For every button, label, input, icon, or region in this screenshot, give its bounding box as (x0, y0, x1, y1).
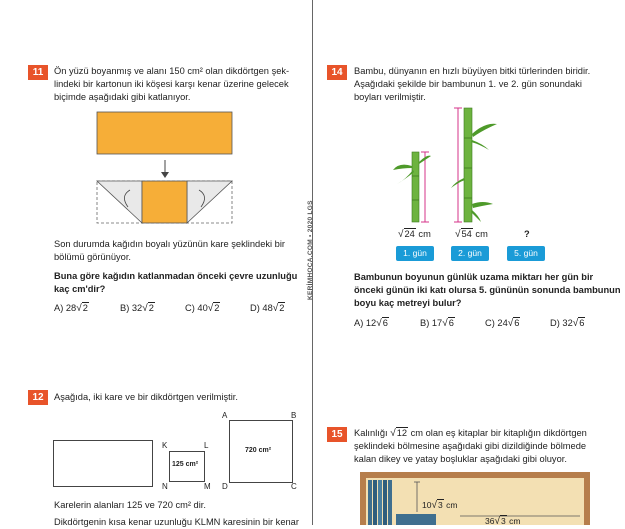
q14-text-1: Bambu, dünyanın en hızlı büyüyen bitki türlerinden biridir. (354, 66, 591, 76)
question-number-12: 12 (28, 390, 48, 405)
q14-day-2-badge: 2. gün (451, 246, 489, 261)
q14-leaf (393, 165, 412, 170)
q14-leaf (471, 210, 481, 222)
q11-text-4: Son durumda kağıdın boyalı yüzünün kare şeklindeki bir (54, 239, 286, 249)
q14-height-day5: ? (524, 229, 530, 239)
q15-text-2: şeklindeki bölmesine aşağıdaki gibi dizildiğinde bölmede (354, 441, 587, 451)
q12-text-3: Dikdörtgenin kısa kenar uzunluğu KLMN karesinin bir kenar (54, 517, 299, 527)
q14-leaf (397, 170, 414, 184)
q15-bookshelf-figure (360, 472, 590, 525)
q12-label-n: N (162, 482, 168, 491)
q12-label-a: A (222, 411, 228, 420)
q15-books (368, 480, 392, 525)
q14-text-2: Aşağıdaki şekilde bir bambunun 1. ve 2. gün sonundaki (354, 79, 582, 89)
q14-option-c[interactable]: C) 24√6 (485, 318, 520, 329)
q12-small-area: 125 cm² (172, 461, 199, 468)
question-number-15: 15 (327, 427, 347, 442)
q12-label-c: C (291, 482, 297, 491)
q14-leaf (472, 124, 497, 137)
question-number-11: 11 (28, 65, 48, 80)
q12-label-b: B (291, 411, 297, 420)
q12-text-1: Aşağıda, iki kare ve bir dikdörtgen verilmiştir. (54, 392, 238, 402)
q14-option-a[interactable]: A) 12√6 (354, 318, 388, 329)
q14-question-1: Bambunun boyunun günlük uzama miktarı her gün bir (354, 272, 594, 282)
watermark (307, 180, 318, 300)
q14-question-3: boyu kaç metreyi bulur? (354, 298, 462, 308)
q11-square-visible (142, 181, 187, 223)
q14-height-day2: √54 cm (455, 229, 488, 240)
q11-figure (90, 108, 240, 233)
q11-question-1: Buna göre kağıdın katlanmadan önceki çevre uzunluğu (54, 271, 298, 281)
q12-label-l: L (204, 441, 209, 450)
q12-label-k: K (162, 441, 168, 450)
q11-text-1: Ön yüzü boyanmış ve alanı 150 cm² olan dikdörtgen şek- (54, 66, 290, 76)
q14-height-day1: √24 cm (398, 229, 431, 240)
q11-option-b[interactable]: B) 32√2 (120, 303, 154, 314)
q14-leaf (472, 202, 493, 208)
q11-option-a[interactable]: A) 28√2 (54, 303, 88, 314)
question-number-14: 14 (327, 65, 347, 80)
q15-text-1: Kalınlığı √12 cm olan eş kitaplar bir kitaplığın dikdörtgen (354, 428, 587, 439)
q12-rectangle (53, 440, 153, 487)
q14-leaf (471, 140, 489, 150)
q14-day-1-badge: 1. gün (396, 246, 434, 261)
q11-option-c[interactable]: C) 40√2 (185, 303, 220, 314)
q11-text-5: bölümü görünüyor. (54, 252, 132, 262)
q15-flat-books (396, 514, 436, 525)
q11-arrow-head (161, 172, 169, 178)
q12-label-d: D (222, 482, 228, 491)
q11-option-d[interactable]: D) 48√2 (250, 303, 285, 314)
q12-big-area: 720 cm² (245, 447, 272, 454)
watermark-text: KERİMHOCA.COM • 2020 LGS (307, 200, 314, 300)
q15-measure-2: 36√3 cm (485, 516, 521, 527)
q11-left-fold (97, 181, 142, 223)
q14-question-2: önceki günün iki katı olursa 5. gününün sonunda bambunun (354, 285, 621, 295)
q11-text-3: biçimde aşağıdaki gibi katlanıyor. (54, 92, 191, 102)
q12-label-m: M (204, 482, 211, 491)
q14-bamboo-day2 (464, 108, 472, 222)
q11-right-fold (187, 181, 232, 223)
q14-option-b[interactable]: B) 17√6 (420, 318, 454, 329)
q14-day-5-badge: 5. gün (507, 246, 545, 261)
q14-option-d[interactable]: D) 32√6 (550, 318, 585, 329)
q11-unfolded-paper (97, 112, 232, 154)
q15-measure-1: 10√3 cm (422, 500, 458, 511)
q14-bamboo-day1 (412, 152, 419, 222)
q12-text-2: Karelerin alanları 125 ve 720 cm² dir. (54, 500, 206, 510)
q11-text-2: lindeki bir kartonun iki köşesi karşı kenar üzerine gelecek (54, 79, 289, 89)
q11-question-2: kaç cm'dir? (54, 284, 106, 294)
q15-text-3: kalan dikey ve yatay boşluklar aşağıdaki gibi oluyor. (354, 454, 567, 464)
q14-text-3: boyları verilmiştir. (354, 92, 426, 102)
q14-bamboo-figure (375, 104, 505, 226)
